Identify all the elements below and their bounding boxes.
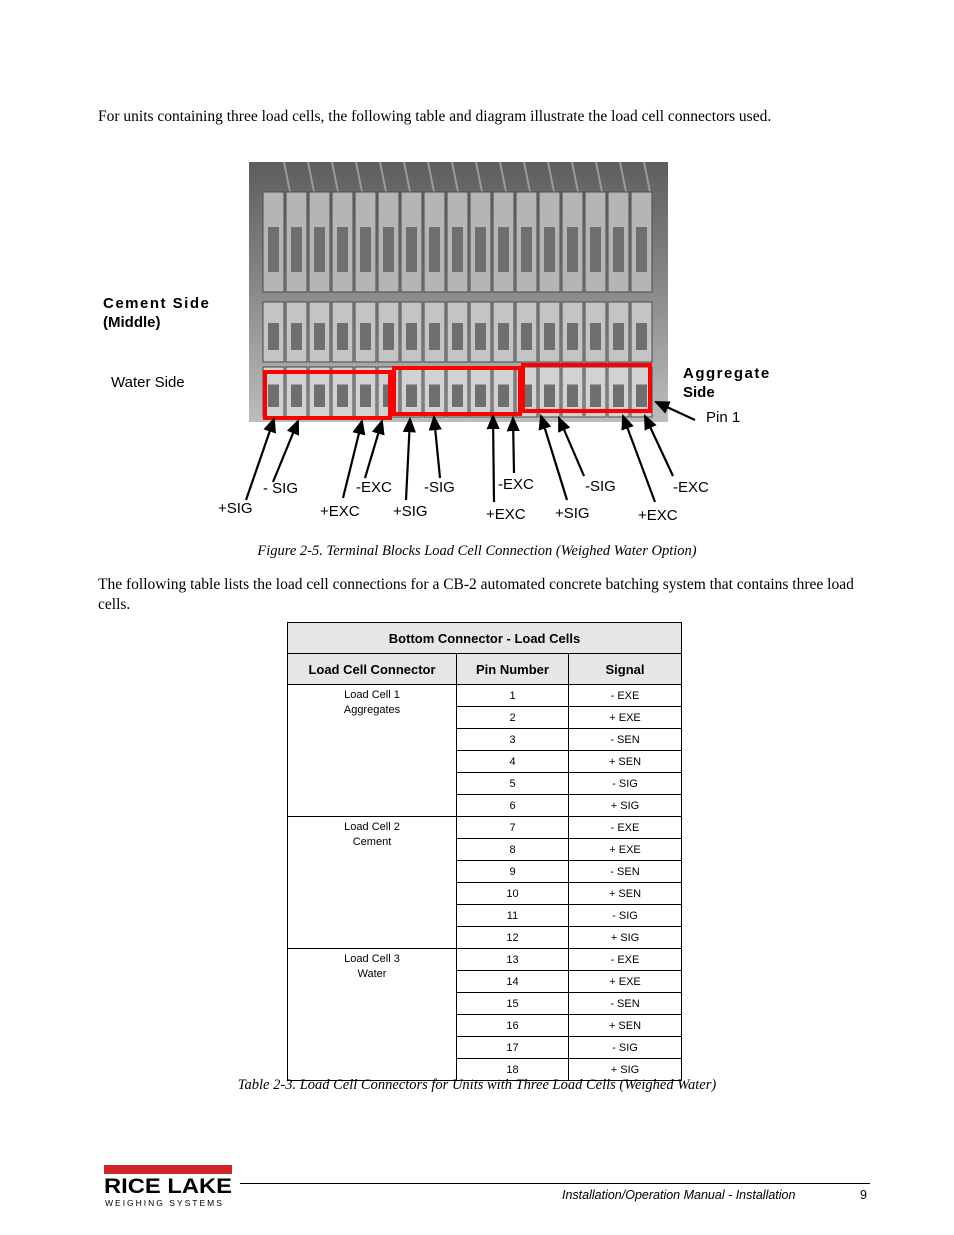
svg-text:RICE LAKE: RICE LAKE [104,1175,232,1198]
load-cell-location: Aggregates [343,704,401,716]
pin-number-cell: 11 [457,905,569,927]
pin-number-cell: 6 [457,795,569,817]
footer-rule [240,1183,870,1184]
pin-number-cell: 16 [457,1015,569,1037]
signal-label: -SIG [424,479,455,496]
signal-cell: + SEN [569,751,682,773]
signal-label: +EXC [486,506,526,523]
pin-number-cell: 2 [457,707,569,729]
signal-label: -EXC [673,479,709,496]
load-cell-label: Load Cell 1 [344,689,400,701]
intro-paragraph: For units containing three load cells, the following table and diagram illustrate the load cell connectors used. [98,108,772,125]
signal-cell: - SIG [569,905,682,927]
signal-label: +EXC [638,507,678,524]
pin-arrows [0,0,954,560]
pin-number-cell: 12 [457,927,569,949]
svg-text:WEIGHING SYSTEMS: WEIGHING SYSTEMS [105,1198,224,1208]
signal-label: -SIG [585,478,616,495]
signal-cell: - SEN [569,993,682,1015]
signal-label: +SIG [218,500,253,517]
signal-cell: + SEN [569,1015,682,1037]
rice-lake-logo [104,1165,238,1214]
signal-cell: - SIG [569,1037,682,1059]
load-cell-location: Water [357,968,387,980]
signal-cell: - SIG [569,773,682,795]
pin-number-cell: 15 [457,993,569,1015]
load-cell-location: Cement [352,836,392,848]
signal-label: +SIG [555,505,590,522]
label-pin1: Pin 1 [706,409,741,426]
pin-number-cell: 1 [457,685,569,707]
pin-number-cell: 7 [457,817,569,839]
pin-number-cell: 3 [457,729,569,751]
signal-label: -EXC [356,479,392,496]
pin-number-cell: 17 [457,1037,569,1059]
table-row [288,685,682,707]
signal-cell: + EXE [569,707,682,729]
pin-number-cell: 14 [457,971,569,993]
footer-manual-title: Installation/Operation Manual - Installation [562,1188,796,1202]
label-middle: (Middle) [103,314,161,331]
label-water-side: Water Side [111,374,185,391]
table-title: Bottom Connector - Load Cells [288,623,682,654]
label-side: Side [683,384,715,401]
signal-cell: - EXE [569,817,682,839]
label-cement-side: Cement Side [103,295,211,312]
signal-label: +SIG [393,503,428,520]
signal-label: - SIG [263,480,299,497]
signal-cell: + SIG [569,1059,682,1081]
table-caption: Table 2-3. Load Cell Connectors for Units with Three Load Cells (Weighed Water) [237,1077,717,1093]
pin-number-cell: 10 [457,883,569,905]
column-header: Pin Number [457,654,569,685]
logo-graphic [104,1165,238,1209]
signal-cell: + SIG [569,927,682,949]
pin-number-cell: 13 [457,949,569,971]
table-row [288,949,682,971]
label-aggregate: Aggregate [683,365,771,382]
pin-number-cell: 4 [457,751,569,773]
pin-number-cell: 9 [457,861,569,883]
load-cell-name [288,949,457,1081]
signal-cell: - SEN [569,729,682,751]
signal-cell: - EXE [569,949,682,971]
table-row [288,817,682,839]
column-header: Signal [569,654,682,685]
signal-cell: - EXE [569,685,682,707]
load-cell-label: Load Cell 2 [344,821,400,833]
load-cell-name [288,685,457,817]
signal-cell: + EXE [569,839,682,861]
signal-cell: + SEN [569,883,682,905]
pin-number-cell: 5 [457,773,569,795]
pin-number-cell: 8 [457,839,569,861]
column-header: Load Cell Connector [288,654,457,685]
signal-cell: + SIG [569,795,682,817]
table-intro-paragraph: The following table lists the load cell connections for a CB-2 automated concrete batching system that contains three load cells. [98,576,854,613]
load-cell-label: Load Cell 3 [344,953,400,965]
figure-caption: Figure 2-5. Terminal Blocks Load Cell Connection (Weighed Water Option) [257,543,697,559]
signal-cell: + EXE [569,971,682,993]
pin-number-cell: 18 [457,1059,569,1081]
load-cell-name [288,817,457,949]
signal-cell: - SEN [569,861,682,883]
signal-label: -EXC [498,476,534,493]
load-cell-table [287,622,682,1081]
page-number: 9 [860,1188,867,1202]
signal-label: +EXC [320,503,360,520]
